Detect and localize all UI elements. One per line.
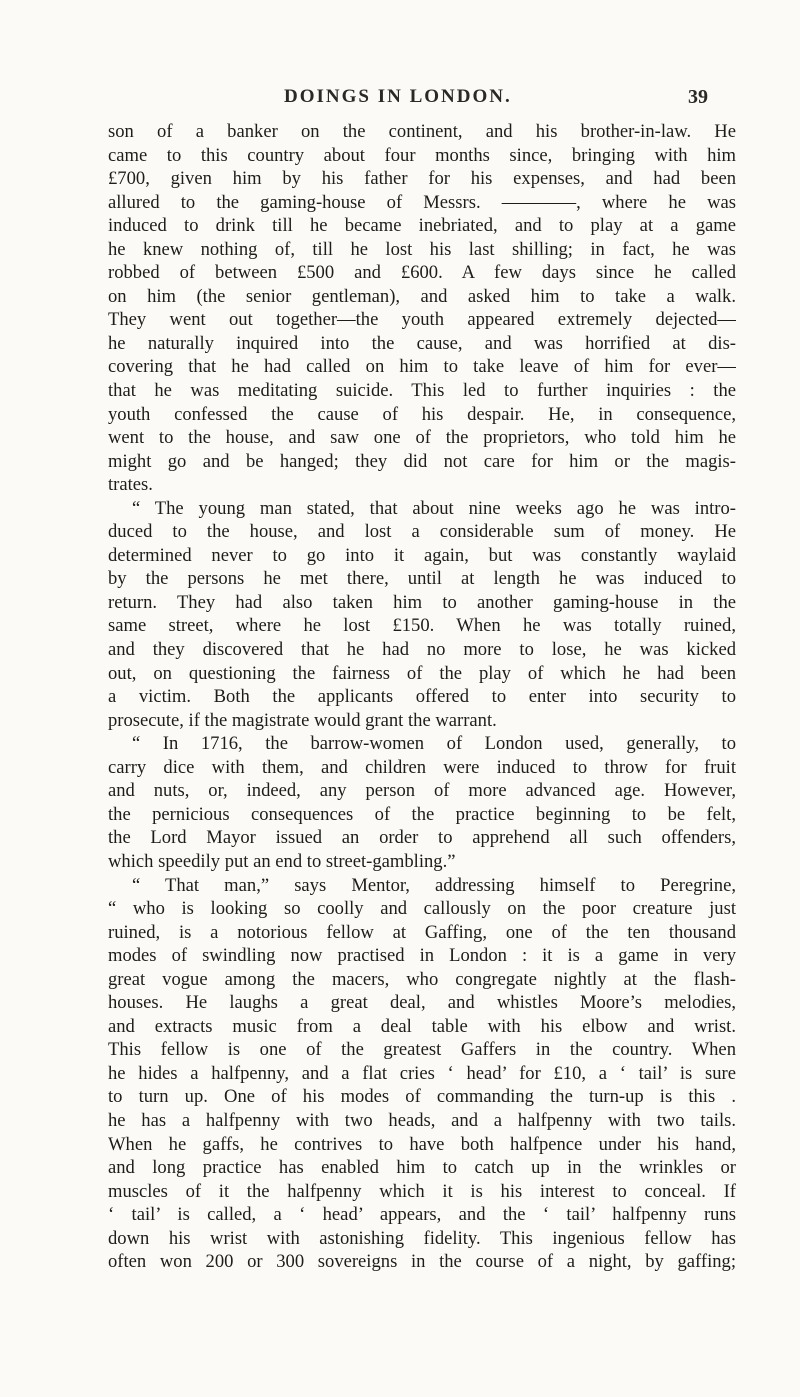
text-line: determined never to go into it again, but was constantly waylaid: [108, 544, 736, 566]
text-line: often won 200 or 300 sovereigns in the course of a night, by gaffing;: [108, 1251, 736, 1273]
text-line: houses. He laughs a great deal, and whistles Moore’s melodies,: [108, 992, 736, 1014]
text-line: ‘ tail’ is called, a ‘ head’ appears, and the ‘ tail’ halfpenny runs: [108, 1204, 736, 1226]
text-line: came to this country about four months since, bringing with him: [108, 144, 736, 166]
text-line: muscles of it the halfpenny which it is his interest to conceal. If: [108, 1180, 736, 1202]
text-line: to turn up. One of his modes of commanding the turn-up is this .: [108, 1086, 736, 1108]
text-line: ruined, is a notorious fellow at Gaffing, one of the ten thousand: [108, 921, 736, 943]
text-line: prosecute, if the magistrate would grant the warrant.: [108, 709, 497, 731]
text-line: induced to drink till he became inebriated, and to play at a game: [108, 215, 736, 237]
text-line: and nuts, or, indeed, any person of more advanced age. However,: [108, 780, 736, 802]
text-line: This fellow is one of the greatest Gaffers in the country. When: [108, 1039, 736, 1061]
running-head: DOINGS IN LONDON.: [284, 86, 512, 107]
text-line: down his wrist with astonishing fidelity. This ingenious fellow has: [108, 1227, 736, 1249]
page-header: [0, 86, 800, 116]
text-line: he hides a halfpenny, and a flat cries ‘ head’ for £10, a ‘ tail’ is sure: [108, 1062, 736, 1084]
text-line: same street, where he lost £150. When he was totally ruined,: [108, 615, 736, 637]
body-text: [108, 120, 736, 1274]
text-line: “ The young man stated, that about nine weeks ago he was intro-: [132, 497, 736, 519]
text-line: out, on questioning the fairness of the play of which he had been: [108, 662, 736, 684]
text-line: covering that he had called on him to take leave of him for ever—: [108, 356, 736, 378]
text-line: the Lord Mayor issued an order to apprehend all such offenders,: [108, 827, 736, 849]
text-line: that he was meditating suicide. This led to further inquiries : the: [108, 380, 736, 402]
text-line: on him (the senior gentleman), and asked him to take a walk.: [108, 285, 736, 307]
text-line: youth confessed the cause of his despair. He, in consequence,: [108, 403, 736, 425]
text-line: duced to the house, and lost a considerable sum of money. He: [108, 521, 736, 543]
page-number: 39: [688, 86, 708, 108]
text-line: and they discovered that he had no more to lose, he was kicked: [108, 639, 736, 661]
text-line: “ That man,” says Mentor, addressing himself to Peregrine,: [132, 874, 736, 896]
text-line: They went out together—the youth appeared extremely dejected—: [108, 309, 736, 331]
text-line: might go and be hanged; they did not care for him or the magis-: [108, 450, 736, 472]
text-line: he has a halfpenny with two heads, and a halfpenny with two tails.: [108, 1109, 736, 1131]
text-line: and extracts music from a deal table with his elbow and wrist.: [108, 1015, 736, 1037]
text-line: went to the house, and saw one of the proprietors, who told him he: [108, 427, 736, 449]
text-line: son of a banker on the continent, and his brother-in-law. He: [108, 121, 736, 142]
text-line: return. They had also taken him to another gaming-house in the: [108, 591, 736, 613]
text-line: he naturally inquired into the cause, and was horrified at dis-: [108, 332, 736, 354]
text-line: and long practice has enabled him to catch up in the wrinkles or: [108, 1157, 736, 1179]
text-line: “ In 1716, the barrow-women of London used, generally, to: [132, 733, 736, 755]
text-line: modes of swindling now practised in London : it is a game in very: [108, 945, 736, 967]
text-line: trates.: [108, 474, 153, 496]
text-line: by the persons he met there, until at length he was induced to: [108, 568, 736, 590]
text-line: £700, given him by his father for his expenses, and had been: [108, 168, 736, 190]
text-line: which speedily put an end to street-gambling.”: [108, 850, 456, 872]
text-line: allured to the gaming-house of Messrs. ————, where he was: [108, 191, 736, 213]
text-line: robbed of between £500 and £600. A few days since he called: [108, 262, 736, 284]
text-line: carry dice with them, and children were induced to throw for fruit: [108, 756, 736, 778]
text-line: great vogue among the macers, who congregate nightly at the flash-: [108, 968, 736, 990]
text-line: When he gaffs, he contrives to have both halfpence under his hand,: [108, 1133, 736, 1155]
text-line: “ who is looking so coolly and callously on the poor creature just: [108, 898, 736, 920]
text-line: he knew nothing of, till he lost his last shilling; in fact, he was: [108, 238, 736, 260]
text-line: the pernicious consequences of the practice beginning to be felt,: [108, 803, 736, 825]
text-line: a victim. Both the applicants offered to enter into security to: [108, 686, 736, 708]
